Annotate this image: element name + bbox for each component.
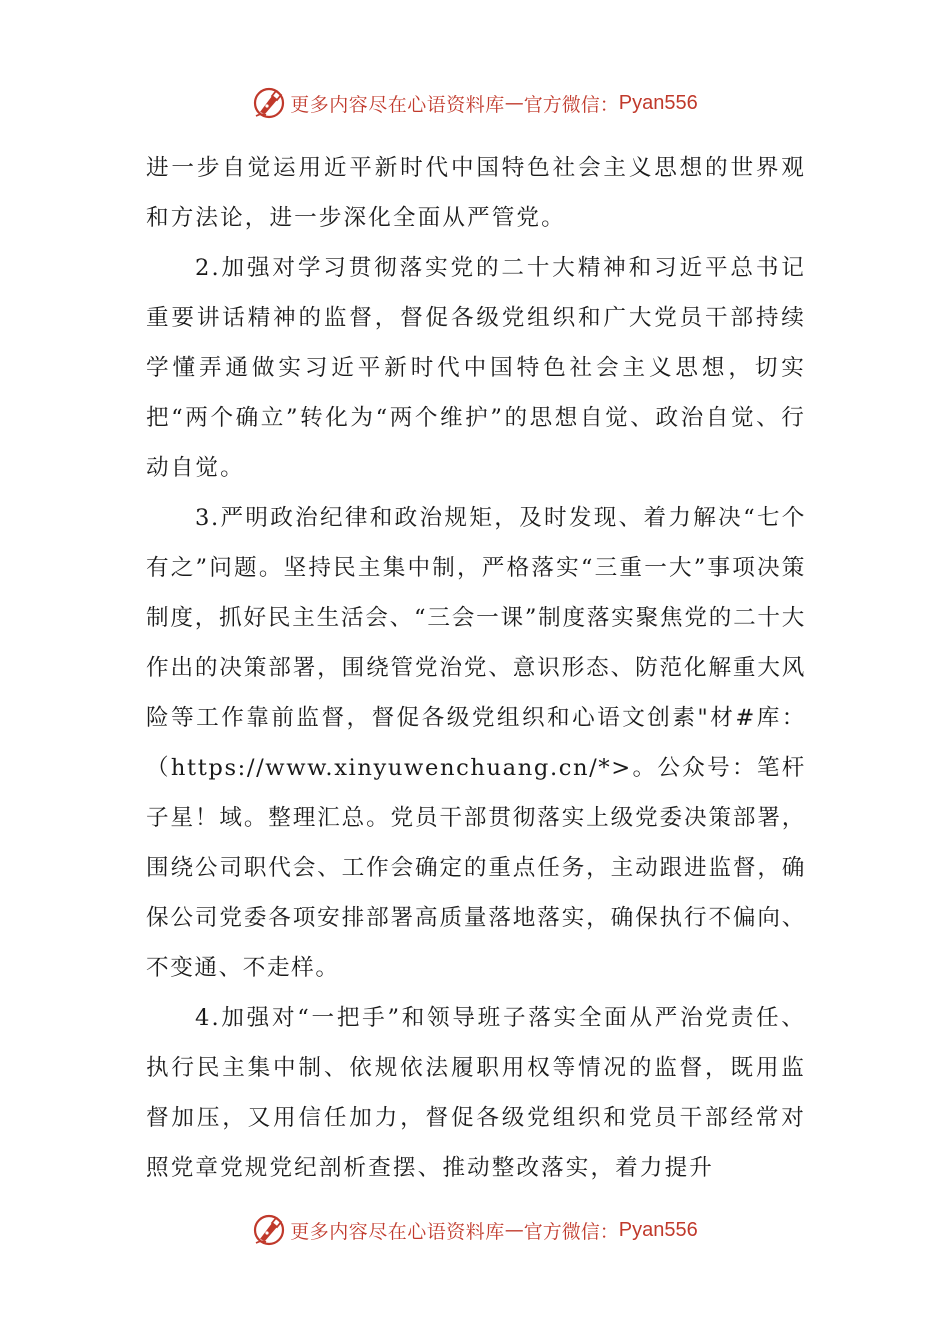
banner-title: 更多内容尽在心语资料库: [290, 93, 505, 116]
header-banner: [0, 83, 950, 123]
footer-banner-title: 更多内容尽在心语资料库: [290, 1220, 505, 1243]
banner-separator: —: [504, 92, 524, 114]
document-body: [146, 143, 806, 1193]
paragraph-item-2: 2.加强对学习贯彻落实党的二十大精神和习近平总书记重要讲话精神的监督，督促各级党组织和广大党员干部持续学懂弄通做实习近平新时代中国特色社会主义思想，切实把“两个确立”转化为“两个维护”的思想自觉、政治自觉、行动自觉。: [146, 255, 806, 481]
footer-banner-wechat-id: Pyan556: [618, 1218, 698, 1241]
footer-banner-wechat-label: 官方微信：: [523, 1220, 619, 1243]
paragraph-item-3: 3.严明政治纪律和政治规矩，及时发现、着力解决“七个有之”问题。坚持民主集中制，严格落实“三重一大”事项决策制度，抓好民主生活会、“三会一课”制度落实聚焦党的二十大作出的决策部署，围绕管党治党、意识形态、防范化解重大风险等工作靠前监督，督促各级党组织和心语文创素"材#库：（https://www.xinyuwenchuang.cn/*>。公众号：笔杆子星！域。整理汇总。党员干部贯彻落实上级党委决策部署，围绕公司职代会、工作会确定的重点任务，主动跟进监督，确保公司党委各项安排部署高质量落地落实，确保执行不偏向、不变通、不走样。: [146, 505, 806, 981]
footer-banner: [0, 1210, 950, 1250]
paragraph-continuation: 进一步自觉运用近平新时代中国特色社会主义思想的世界观和方法论，进一步深化全面从严管党。: [146, 155, 806, 231]
banner-wechat-label: 官方微信：: [523, 93, 619, 116]
footer-banner-separator: —: [504, 1219, 524, 1241]
banner-wechat-id: Pyan556: [618, 91, 698, 114]
pen-nib-logo-icon: [252, 1213, 286, 1247]
paragraph-item-4: 4.加强对“一把手”和领导班子落实全面从严治党责任、执行民主集中制、依规依法履职用权等情况的监督，既用监督加压，又用信任加力，督促各级党组织和党员干部经常对照党章党规党纪剖析查摆、推动整改落实，着力提升: [146, 1005, 806, 1181]
pen-nib-logo-icon: [252, 86, 286, 120]
